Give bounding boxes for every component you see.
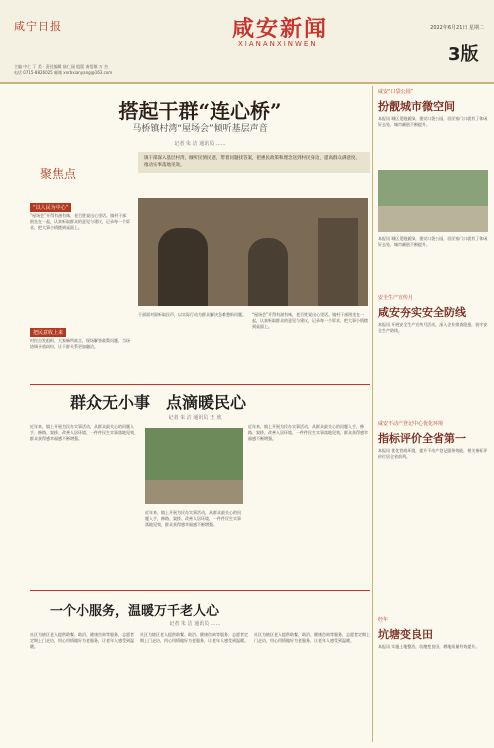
sidebar-body-2: 本报讯 开展安全生产宣传月活动，深入企业排查隐患，筑牢安全生产防线。: [378, 322, 488, 333]
sidebar-body-1b: 本报讯 城区见缝插绿，建设口袋公园，居民家门口就有了休闲好去处，城市颜值不断提升。: [378, 236, 488, 247]
sidebar-title-4: 坑塘变良田: [378, 628, 433, 641]
story3-headline: 一个小服务，温暖万千老人心: [50, 604, 220, 619]
feature-byline: 记者 朱 洁 通讯员 ……: [174, 141, 226, 147]
story2-byline: 记者 朱 洁 通讯员 王 欣: [168, 415, 222, 421]
sidebar-title-3: 指标评价全省第一: [378, 432, 466, 445]
section-subtitle: XIANANXINWEN: [238, 40, 318, 48]
sidebar-body-1: 本报讯 城区见缝插绿，建设口袋公园，居民家门口就有了休闲好去处，城市颜值不断提升。: [378, 116, 488, 127]
sidebar-tag-1: 咸安“口袋公园”: [378, 89, 414, 95]
story3-body-1: 社区为辖区老人提供助餐、助浴、健康咨询等服务，志愿者定期上门走访，用心用情做好为老服务，让老年人感受到温暖。: [30, 632, 134, 649]
story3-body-2: 社区为辖区老人提供助餐、助浴、健康咨询等服务，志愿者定期上门走访，用心用情做好为老服务，让老年人感受到温暖。: [140, 632, 248, 643]
feature-body-4: “屋场会”开得有滋有味，老百姓说出心里话。镇村干部围坐在一起，认真听取群众的意见与建议，记录每一个诉求，把大事小情摆到桌面上。: [252, 312, 368, 329]
feature-subheadline: 马桥镇村湾“屋场会”倾听基层声音: [132, 124, 268, 134]
feature-subhead-1: “以人民为中心”: [30, 203, 71, 212]
feature-subhead-2: 把民意收上来: [30, 328, 66, 337]
sidebar-photo-1: [378, 170, 488, 232]
column-divider: [372, 86, 373, 742]
story2-body-2: 近年来，镇上开展为民办实事活动，从群众最关心的问题入手，修路、架桥、改善人居环境，一件件民生实事落地见效，群众获得感幸福感不断增强。: [145, 510, 241, 527]
column-logo: 聚焦点: [40, 167, 77, 181]
story-divider: [30, 384, 370, 385]
story-divider: [30, 590, 370, 591]
story3-body-3: 社区为辖区老人提供助餐、助浴、健康咨询等服务，志愿者定期上门走访，用心用情做好为老服务，让老年人感受到温暖。: [254, 632, 370, 643]
sidebar-title-1: 扮靓城市微空间: [378, 100, 455, 113]
editor-contact: [14, 64, 224, 76]
editor-line: 主编 中仁 丁 美 · 责任编辑 陆仁园 组版 南悟敏 万 杰: [14, 64, 108, 69]
sidebar-title-2: 咸安夯实安全防线: [378, 306, 466, 319]
sidebar-tag-4: 经年: [378, 617, 389, 623]
photo-figure-shadow: [318, 218, 358, 306]
feature-body-2: 村民自发组织，大家畅所欲言，现场解答政策问题，当场协调矛盾纠纷，让干群关系更加融洽。: [30, 338, 130, 349]
story2-headline: 群众无小事 点滴暖民心: [70, 393, 247, 412]
photo-road-shade: [145, 480, 243, 504]
photo-path-shade: [378, 206, 488, 232]
page-number: 3版: [448, 44, 479, 65]
feature-headline: 搭起干群“连心桥”: [118, 99, 282, 123]
feature-lede: 镇干部深入基层村湾，倾听民情民意，带着问题找答案，把惠民政策和理念送到村民身边，提高群众满意度，推动实事落地见效。: [138, 152, 370, 173]
sidebar-body-3: 本报讯 优化营商环境，提升不动产登记服务效能，相关指标评价位居全省前列。: [378, 448, 488, 459]
contact-line: 电话 0715-8826025 邮箱 xnrbxianyang@163.com: [14, 70, 113, 75]
issue-date: 2022年6月21日 星期二: [430, 25, 484, 31]
photo-figure-shadow: [158, 228, 208, 306]
feature-body-3: 干部面对面听取民声，以实际行动为群众解决急难愁盼问题。: [138, 312, 246, 317]
story2-photo: [145, 428, 243, 504]
feature-body-1: “屋场会”开得有滋有味，老百姓说出心里话。镇村干部围坐在一起，认真听取群众的意见与建议，记录每一个诉求，把大事小情摆到桌面上。: [30, 213, 130, 230]
photo-figure-shadow: [248, 238, 288, 306]
newspaper-brand: 咸宁日报: [14, 20, 62, 33]
story3-byline: 记者 朱 洁 通讯员 ……: [169, 621, 221, 627]
feature-photo: [138, 198, 368, 306]
story2-body-1: 近年来，镇上开展为民办实事活动，从群众最关心的问题入手，修路、架桥、改善人居环境，一件件民生实事落地见效，群众获得感幸福感不断增强。: [30, 424, 138, 441]
story2-body-3: 近年来，镇上开展为民办实事活动，从群众最关心的问题入手，修路、架桥、改善人居环境，一件件民生实事落地见效，群众获得感幸福感不断增强。: [248, 424, 368, 441]
sidebar-body-4: 本报讯 实施土地整治，坑塘变良田，耕地质量有效提升。: [378, 644, 480, 649]
sidebar-tag-2: 安全生产宣传月: [378, 295, 414, 301]
section-title: 咸安新闻: [232, 16, 329, 42]
sidebar-tag-3: 咸安不动产登记中心优化环境: [378, 421, 444, 427]
